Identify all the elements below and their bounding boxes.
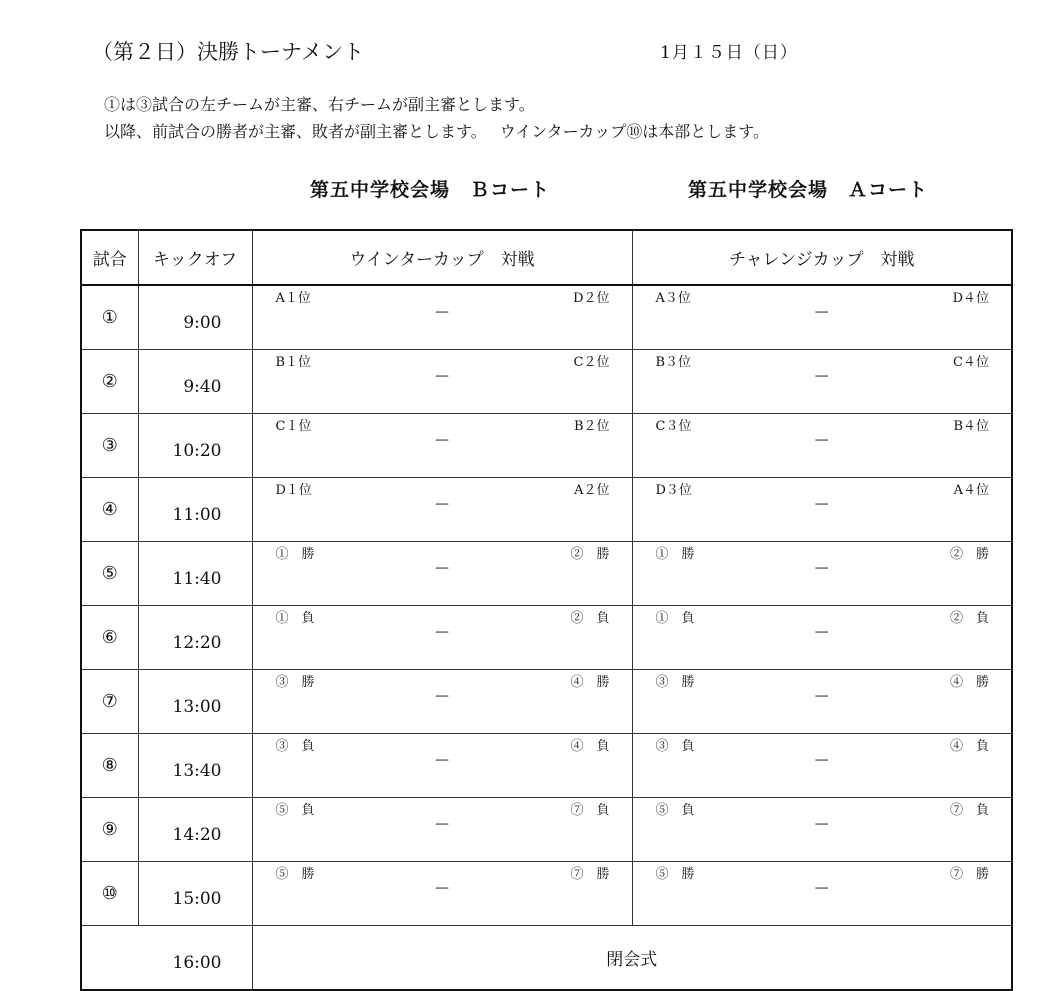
versus-dash: — — [814, 368, 829, 384]
challenge-cup-match — [632, 670, 1012, 734]
header-winter-cup: ウインターカップ 対戦 — [252, 230, 632, 285]
versus-dash: — — [814, 880, 829, 896]
versus-dash: — — [814, 624, 829, 640]
team-right: ② 勝 — [949, 547, 989, 562]
team-right: C４位 — [953, 355, 989, 370]
winter-cup-match — [252, 350, 632, 414]
challenge-cup-match — [632, 862, 1012, 926]
game-number: ⑦ — [81, 670, 138, 734]
team-left: ① 負 — [275, 611, 315, 626]
venue-court-b: 第五中学校会場 Ｂコート — [310, 179, 551, 201]
note-line-1: ①は③試合の左チームが主審、右チームが副主審とします。 — [104, 95, 535, 114]
event-date: 1月１５日（日） — [660, 43, 798, 63]
team-right: ⑦ 負 — [570, 803, 610, 818]
team-left: ⑤ 負 — [655, 803, 695, 818]
versus-dash: — — [814, 816, 829, 832]
team-right: ④ 負 — [949, 739, 989, 754]
header-kickoff: キックオフ — [138, 230, 252, 285]
team-right: ④ 負 — [570, 739, 610, 754]
header-challenge-cup: チャレンジカップ 対戦 — [632, 230, 1012, 285]
versus-dash: — — [435, 816, 449, 832]
winter-cup-match — [252, 734, 632, 798]
winter-cup-match — [252, 670, 632, 734]
team-right: ② 勝 — [570, 547, 610, 562]
versus-dash: — — [435, 624, 449, 640]
table-row — [81, 478, 1012, 542]
challenge-cup-match — [632, 606, 1012, 670]
table-row — [81, 350, 1012, 414]
team-right: D４位 — [952, 291, 989, 306]
team-left: ⑤ 負 — [275, 803, 315, 818]
versus-dash: — — [814, 496, 829, 512]
venue-court-a: 第五中学校会場 Ａコート — [688, 179, 929, 201]
versus-dash: — — [435, 880, 449, 896]
game-number: ② — [81, 350, 138, 414]
table-row — [81, 414, 1012, 478]
team-right: B２位 — [573, 419, 610, 434]
challenge-cup-match — [632, 414, 1012, 478]
kickoff-time: 9:00 — [138, 285, 252, 350]
kickoff-time: 11:00 — [138, 478, 252, 542]
challenge-cup-match — [632, 478, 1012, 542]
versus-dash: — — [435, 304, 449, 320]
table-row — [81, 862, 1012, 926]
team-right: ⑦ 勝 — [949, 867, 989, 882]
team-right: C２位 — [573, 355, 610, 370]
game-number: ⑨ — [81, 798, 138, 862]
team-left: D３位 — [655, 483, 692, 498]
winter-cup-match — [252, 478, 632, 542]
table-row — [81, 734, 1012, 798]
team-right: D２位 — [573, 291, 610, 306]
team-right: A４位 — [953, 483, 989, 498]
team-left: C３位 — [655, 419, 692, 434]
challenge-cup-match — [632, 350, 1012, 414]
closing-ceremony: 閉会式 — [252, 926, 1012, 991]
team-left: ⑤ 勝 — [275, 867, 315, 882]
versus-dash: — — [814, 304, 829, 320]
team-left: A１位 — [275, 291, 311, 306]
team-left: D１位 — [275, 483, 312, 498]
kickoff-time: 13:40 — [138, 734, 252, 798]
kickoff-time: 9:40 — [138, 350, 252, 414]
winter-cup-match — [252, 414, 632, 478]
versus-dash: — — [435, 496, 449, 512]
table-row — [81, 542, 1012, 606]
versus-dash: — — [435, 752, 449, 768]
team-left: ① 勝 — [275, 547, 315, 562]
team-right: ⑦ 勝 — [570, 867, 610, 882]
versus-dash: — — [814, 752, 829, 768]
kickoff-time: 13:00 — [138, 670, 252, 734]
game-number: ⑩ — [81, 862, 138, 926]
versus-dash: — — [814, 432, 829, 448]
kickoff-time: 14:20 — [138, 798, 252, 862]
versus-dash: — — [435, 688, 449, 704]
table-row — [81, 670, 1012, 734]
closing-time: 16:00 — [81, 926, 252, 991]
team-right: ② 負 — [570, 611, 610, 626]
versus-dash: — — [435, 560, 449, 576]
winter-cup-match — [252, 542, 632, 606]
challenge-cup-match — [632, 798, 1012, 862]
team-right: ④ 勝 — [570, 675, 610, 690]
winter-cup-match — [252, 285, 632, 350]
table-row — [81, 285, 1012, 350]
kickoff-time: 11:40 — [138, 542, 252, 606]
game-number: ④ — [81, 478, 138, 542]
versus-dash: — — [435, 368, 449, 384]
team-right: ⑦ 負 — [949, 803, 989, 818]
note-line-2: 以降、前試合の勝者が主審、敗者が副主審とします。 ウインターカップ⑩は本部とします。 — [104, 122, 769, 141]
header-game: 試合 — [81, 230, 138, 285]
challenge-cup-match — [632, 542, 1012, 606]
team-right: ④ 勝 — [949, 675, 989, 690]
challenge-cup-match — [632, 734, 1012, 798]
team-left: ③ 負 — [655, 739, 695, 754]
team-right: A２位 — [574, 483, 610, 498]
game-number: ⑥ — [81, 606, 138, 670]
challenge-cup-match — [632, 285, 1012, 350]
team-left: B３位 — [655, 355, 692, 370]
game-number: ⑤ — [81, 542, 138, 606]
kickoff-time: 15:00 — [138, 862, 252, 926]
team-left: ① 勝 — [655, 547, 695, 562]
team-right: B４位 — [953, 419, 989, 434]
team-left: ③ 勝 — [655, 675, 695, 690]
table-row — [81, 606, 1012, 670]
game-number: ⑧ — [81, 734, 138, 798]
versus-dash: — — [435, 432, 449, 448]
winter-cup-match — [252, 798, 632, 862]
team-left: ① 負 — [655, 611, 695, 626]
versus-dash: — — [814, 560, 829, 576]
team-left: ③ 勝 — [275, 675, 315, 690]
schedule-table — [80, 229, 1013, 991]
kickoff-time: 10:20 — [138, 414, 252, 478]
team-left: A３位 — [655, 291, 691, 306]
team-left: C１位 — [275, 419, 312, 434]
closing-row — [81, 926, 1012, 991]
team-right: ② 負 — [949, 611, 989, 626]
winter-cup-match — [252, 862, 632, 926]
table-header-row — [81, 230, 1012, 285]
team-left: ⑤ 勝 — [655, 867, 695, 882]
team-left: B１位 — [275, 355, 312, 370]
versus-dash: — — [814, 688, 829, 704]
game-number: ③ — [81, 414, 138, 478]
team-left: ③ 負 — [275, 739, 315, 754]
game-number: ① — [81, 285, 138, 350]
page-title: （第２日）決勝トーナメント — [92, 40, 365, 64]
kickoff-time: 12:20 — [138, 606, 252, 670]
table-row — [81, 798, 1012, 862]
winter-cup-match — [252, 606, 632, 670]
